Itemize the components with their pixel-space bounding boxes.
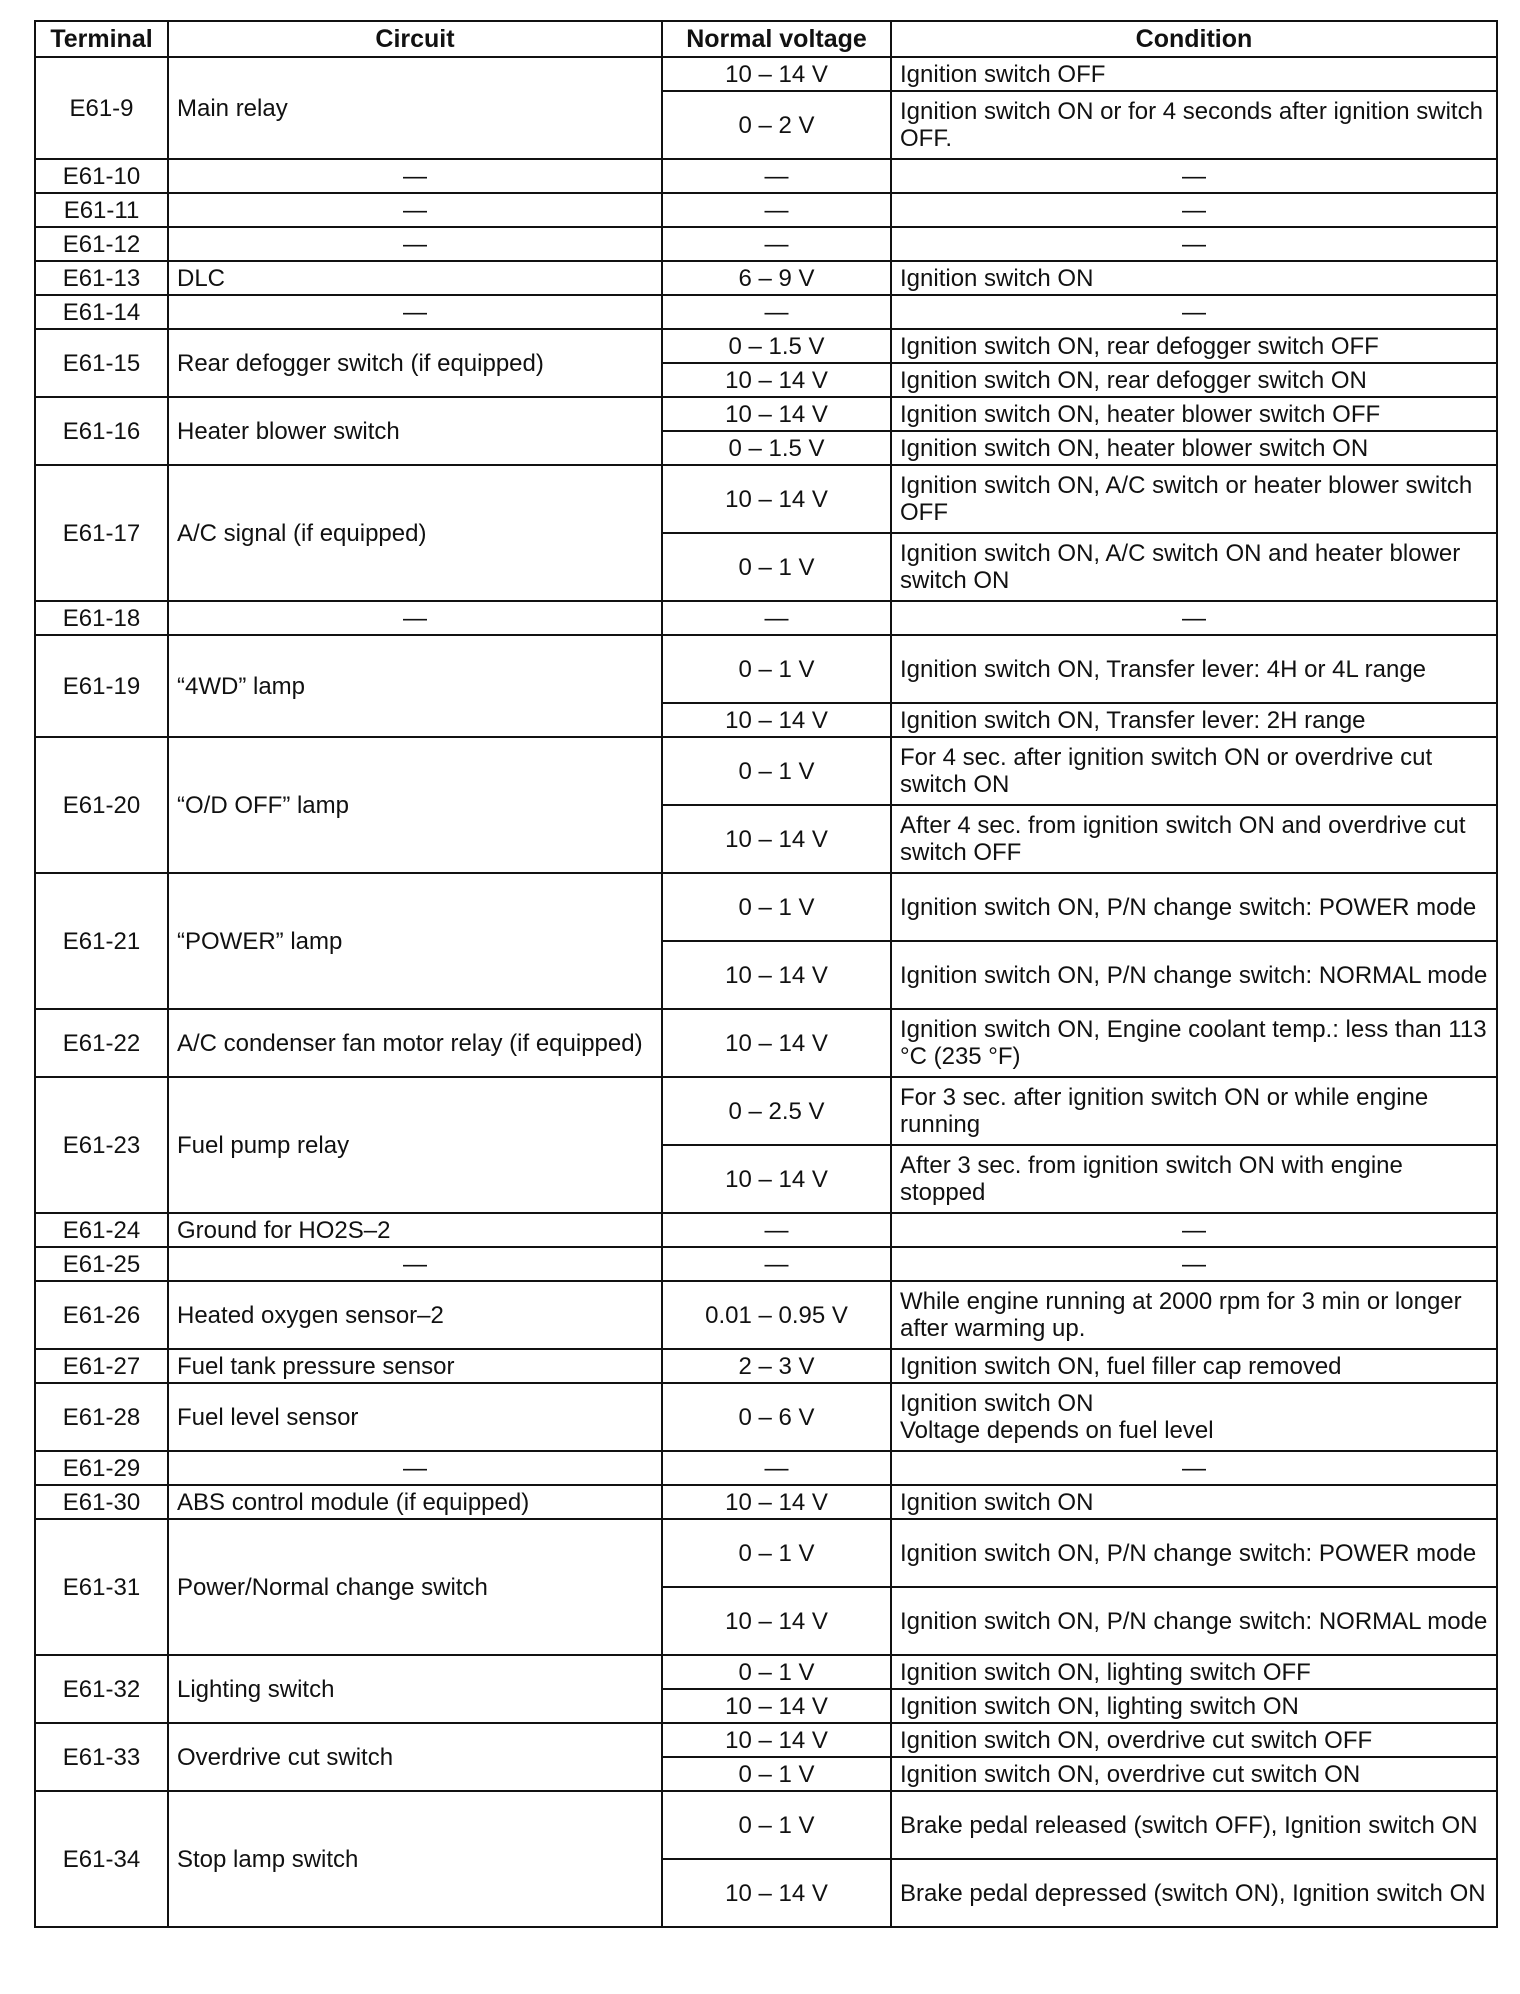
normal-voltage-cell: 10 – 14 V <box>662 1009 891 1077</box>
condition-cell: Ignition switch ON <box>891 261 1497 295</box>
condition-cell: Ignition switch ON, overdrive cut switch OFF <box>891 1723 1497 1757</box>
table-row <box>35 1349 1497 1383</box>
table-row <box>35 1519 1497 1587</box>
terminal-cell: E61-11 <box>35 193 168 227</box>
condition-cell: — <box>891 295 1497 329</box>
condition-cell: Ignition switch ON, A/C switch ON and heater blower switch ON <box>891 533 1497 601</box>
terminal-cell: E61-14 <box>35 295 168 329</box>
header-circuit: Circuit <box>168 21 662 57</box>
table-body <box>35 57 1497 1927</box>
table-row <box>35 873 1497 941</box>
terminal-cell: E61-16 <box>35 397 168 465</box>
table-row <box>35 601 1497 635</box>
header-normal-voltage: Normal voltage <box>662 21 891 57</box>
normal-voltage-cell: 10 – 14 V <box>662 57 891 91</box>
terminal-cell: E61-15 <box>35 329 168 397</box>
circuit-cell: — <box>168 193 662 227</box>
normal-voltage-cell: 10 – 14 V <box>662 1689 891 1723</box>
terminal-cell: E61-18 <box>35 601 168 635</box>
table-row <box>35 1485 1497 1519</box>
normal-voltage-cell: — <box>662 1451 891 1485</box>
normal-voltage-cell: 2 – 3 V <box>662 1349 891 1383</box>
condition-cell: Ignition switch ON, P/N change switch: POWER mode <box>891 1519 1497 1587</box>
condition-cell: Ignition switch ON Voltage depends on fuel level <box>891 1383 1497 1451</box>
normal-voltage-cell: 10 – 14 V <box>662 397 891 431</box>
condition-cell: Ignition switch ON, heater blower switch ON <box>891 431 1497 465</box>
condition-cell: — <box>891 1247 1497 1281</box>
terminal-cell: E61-13 <box>35 261 168 295</box>
table-row <box>35 1213 1497 1247</box>
circuit-cell: DLC <box>168 261 662 295</box>
normal-voltage-cell: 0 – 1.5 V <box>662 329 891 363</box>
condition-cell: Ignition switch ON, Engine coolant temp.: less than 113 °C (235 °F) <box>891 1009 1497 1077</box>
table-row <box>35 635 1497 703</box>
circuit-cell: Fuel tank pressure sensor <box>168 1349 662 1383</box>
condition-cell: After 3 sec. from ignition switch ON with engine stopped <box>891 1145 1497 1213</box>
normal-voltage-cell: 10 – 14 V <box>662 941 891 1009</box>
table-row <box>35 465 1497 533</box>
normal-voltage-cell: 10 – 14 V <box>662 1587 891 1655</box>
normal-voltage-cell: 10 – 14 V <box>662 1859 891 1927</box>
normal-voltage-cell: 0 – 1 V <box>662 1791 891 1859</box>
table-row <box>35 1009 1497 1077</box>
normal-voltage-cell: — <box>662 193 891 227</box>
circuit-cell: — <box>168 1247 662 1281</box>
condition-cell: — <box>891 1213 1497 1247</box>
circuit-cell: ABS control module (if equipped) <box>168 1485 662 1519</box>
condition-cell: Ignition switch ON, P/N change switch: NORMAL mode <box>891 1587 1497 1655</box>
normal-voltage-cell: 0 – 2.5 V <box>662 1077 891 1145</box>
normal-voltage-cell: 10 – 14 V <box>662 363 891 397</box>
condition-cell: — <box>891 601 1497 635</box>
normal-voltage-cell: 6 – 9 V <box>662 261 891 295</box>
condition-cell: — <box>891 227 1497 261</box>
terminal-cell: E61-32 <box>35 1655 168 1723</box>
table-row <box>35 193 1497 227</box>
normal-voltage-cell: 0 – 1 V <box>662 1757 891 1791</box>
normal-voltage-cell: — <box>662 601 891 635</box>
condition-cell: For 3 sec. after ignition switch ON or while engine running <box>891 1077 1497 1145</box>
normal-voltage-cell: — <box>662 227 891 261</box>
circuit-cell: — <box>168 295 662 329</box>
terminal-cell: E61-28 <box>35 1383 168 1451</box>
terminal-cell: E61-19 <box>35 635 168 737</box>
condition-cell: Ignition switch ON or for 4 seconds after ignition switch OFF. <box>891 91 1497 159</box>
table-row <box>35 57 1497 91</box>
normal-voltage-cell: 10 – 14 V <box>662 1723 891 1757</box>
normal-voltage-cell: 0 – 1 V <box>662 635 891 703</box>
normal-voltage-cell: 0 – 1 V <box>662 533 891 601</box>
table-row <box>35 295 1497 329</box>
circuit-cell: Fuel pump relay <box>168 1077 662 1213</box>
table-row <box>35 397 1497 431</box>
condition-cell: Ignition switch ON <box>891 1485 1497 1519</box>
condition-cell: Ignition switch ON, lighting switch ON <box>891 1689 1497 1723</box>
table-row <box>35 1247 1497 1281</box>
normal-voltage-cell: 10 – 14 V <box>662 1485 891 1519</box>
normal-voltage-cell: — <box>662 295 891 329</box>
table-row <box>35 329 1497 363</box>
normal-voltage-cell: 0 – 1 V <box>662 737 891 805</box>
circuit-cell: Ground for HO2S–2 <box>168 1213 662 1247</box>
normal-voltage-cell: 10 – 14 V <box>662 1145 891 1213</box>
circuit-cell: “4WD” lamp <box>168 635 662 737</box>
normal-voltage-cell: — <box>662 159 891 193</box>
table-row <box>35 1723 1497 1757</box>
table-row <box>35 1791 1497 1859</box>
circuit-cell: Main relay <box>168 57 662 159</box>
condition-cell: After 4 sec. from ignition switch ON and overdrive cut switch OFF <box>891 805 1497 873</box>
condition-cell: Ignition switch ON, fuel filler cap removed <box>891 1349 1497 1383</box>
table-row <box>35 1281 1497 1349</box>
circuit-cell: “POWER” lamp <box>168 873 662 1009</box>
terminal-cell: E61-12 <box>35 227 168 261</box>
circuit-cell: A/C signal (if equipped) <box>168 465 662 601</box>
normal-voltage-cell: 10 – 14 V <box>662 805 891 873</box>
header-terminal: Terminal <box>35 21 168 57</box>
table-row <box>35 1451 1497 1485</box>
normal-voltage-cell: 0 – 1 V <box>662 1655 891 1689</box>
normal-voltage-cell: 10 – 14 V <box>662 465 891 533</box>
circuit-cell: — <box>168 227 662 261</box>
circuit-cell: Lighting switch <box>168 1655 662 1723</box>
condition-cell: Ignition switch ON, rear defogger switch OFF <box>891 329 1497 363</box>
terminal-cell: E61-22 <box>35 1009 168 1077</box>
normal-voltage-cell: 10 – 14 V <box>662 703 891 737</box>
table-row <box>35 261 1497 295</box>
terminal-cell: E61-25 <box>35 1247 168 1281</box>
circuit-cell: “O/D OFF” lamp <box>168 737 662 873</box>
condition-cell: — <box>891 193 1497 227</box>
table-row <box>35 1383 1497 1451</box>
terminal-cell: E61-24 <box>35 1213 168 1247</box>
terminal-cell: E61-33 <box>35 1723 168 1791</box>
header-condition: Condition <box>891 21 1497 57</box>
circuit-cell: — <box>168 159 662 193</box>
normal-voltage-cell: 0.01 – 0.95 V <box>662 1281 891 1349</box>
header-row <box>35 21 1497 57</box>
table-row <box>35 1655 1497 1689</box>
circuit-cell: Heater blower switch <box>168 397 662 465</box>
table-row <box>35 227 1497 261</box>
normal-voltage-cell: 0 – 1 V <box>662 873 891 941</box>
normal-voltage-cell: 0 – 6 V <box>662 1383 891 1451</box>
condition-cell: Ignition switch ON, A/C switch or heater blower switch OFF <box>891 465 1497 533</box>
terminal-voltage-table <box>34 20 1498 1928</box>
condition-cell: — <box>891 159 1497 193</box>
condition-cell: Brake pedal released (switch OFF), Ignition switch ON <box>891 1791 1497 1859</box>
terminal-cell: E61-20 <box>35 737 168 873</box>
table-row <box>35 737 1497 805</box>
terminal-cell: E61-10 <box>35 159 168 193</box>
circuit-cell: Rear defogger switch (if equipped) <box>168 329 662 397</box>
circuit-cell: Overdrive cut switch <box>168 1723 662 1791</box>
normal-voltage-cell: 0 – 1.5 V <box>662 431 891 465</box>
condition-cell: While engine running at 2000 rpm for 3 min or longer after warming up. <box>891 1281 1497 1349</box>
condition-cell: Ignition switch ON, P/N change switch: POWER mode <box>891 873 1497 941</box>
condition-cell: — <box>891 1451 1497 1485</box>
normal-voltage-cell: — <box>662 1213 891 1247</box>
table-row <box>35 1077 1497 1145</box>
normal-voltage-cell: 0 – 2 V <box>662 91 891 159</box>
circuit-cell: Fuel level sensor <box>168 1383 662 1451</box>
terminal-cell: E61-29 <box>35 1451 168 1485</box>
circuit-cell: — <box>168 601 662 635</box>
condition-cell: Ignition switch ON, Transfer lever: 2H range <box>891 703 1497 737</box>
circuit-cell: A/C condenser fan motor relay (if equipped) <box>168 1009 662 1077</box>
terminal-cell: E61-27 <box>35 1349 168 1383</box>
terminal-cell: E61-9 <box>35 57 168 159</box>
condition-cell: Ignition switch ON, overdrive cut switch ON <box>891 1757 1497 1791</box>
terminal-cell: E61-30 <box>35 1485 168 1519</box>
condition-cell: Ignition switch ON, heater blower switch OFF <box>891 397 1497 431</box>
terminal-cell: E61-21 <box>35 873 168 1009</box>
condition-cell: For 4 sec. after ignition switch ON or overdrive cut switch ON <box>891 737 1497 805</box>
circuit-cell: Stop lamp switch <box>168 1791 662 1927</box>
terminal-cell: E61-26 <box>35 1281 168 1349</box>
condition-cell: Ignition switch ON, Transfer lever: 4H or 4L range <box>891 635 1497 703</box>
terminal-cell: E61-17 <box>35 465 168 601</box>
condition-cell: Brake pedal depressed (switch ON), Ignition switch ON <box>891 1859 1497 1927</box>
normal-voltage-cell: 0 – 1 V <box>662 1519 891 1587</box>
condition-cell: Ignition switch OFF <box>891 57 1497 91</box>
condition-cell: Ignition switch ON, P/N change switch: NORMAL mode <box>891 941 1497 1009</box>
terminal-cell: E61-34 <box>35 1791 168 1927</box>
circuit-cell: — <box>168 1451 662 1485</box>
circuit-cell: Power/Normal change switch <box>168 1519 662 1655</box>
normal-voltage-cell: — <box>662 1247 891 1281</box>
condition-cell: Ignition switch ON, lighting switch OFF <box>891 1655 1497 1689</box>
terminal-cell: E61-31 <box>35 1519 168 1655</box>
condition-cell: Ignition switch ON, rear defogger switch ON <box>891 363 1497 397</box>
table-row <box>35 159 1497 193</box>
terminal-cell: E61-23 <box>35 1077 168 1213</box>
circuit-cell: Heated oxygen sensor–2 <box>168 1281 662 1349</box>
